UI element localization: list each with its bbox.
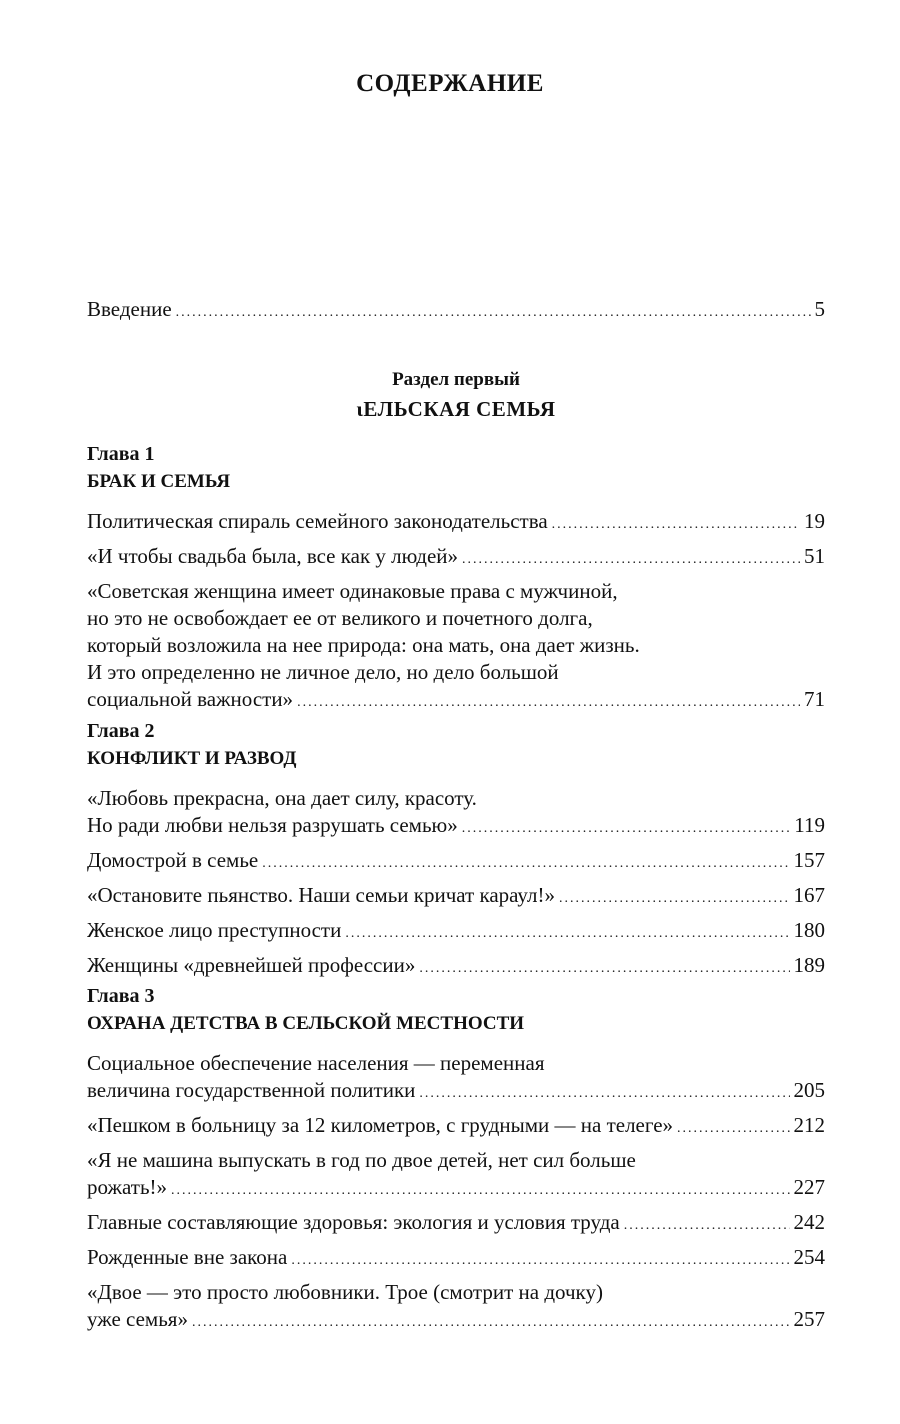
page-number: 242 <box>793 1210 825 1234</box>
page-number: 19 <box>804 509 825 533</box>
entry-text: «И чтобы свадьба была, все как у людей» <box>87 544 459 568</box>
toc-entry <box>87 1209 825 1239</box>
entry-text: Главные составляющие здоровья: экология и условия труда <box>87 1210 620 1234</box>
entry-text: уже семья» <box>87 1307 188 1331</box>
page-number: 180 <box>793 918 825 942</box>
toc-entry <box>87 508 825 538</box>
dot-leader <box>262 850 789 877</box>
dot-leader <box>462 546 800 573</box>
dot-leader <box>192 1309 790 1336</box>
dot-leader <box>552 511 800 538</box>
entry-text: социальной важности» <box>87 687 294 711</box>
entry-text: Женское лицо преступности <box>87 918 342 942</box>
chapter-title: КОНФЛИКТ И РАЗВОД <box>87 748 297 769</box>
dot-leader <box>559 885 790 912</box>
dot-leader <box>176 299 811 326</box>
entry-text: Домострой в семье <box>87 848 259 872</box>
toc-entry <box>87 578 825 716</box>
entry-text: «Я не машина выпускать в год по двое детей, нет сил больше <box>87 1148 636 1172</box>
dot-leader <box>291 1247 789 1274</box>
page-number: 51 <box>804 544 825 568</box>
toc-entry <box>87 785 825 842</box>
entry-text: «Двое — это просто любовники. Трое (смотрит на дочку) <box>87 1280 603 1304</box>
toc-entry <box>87 917 825 947</box>
page-number: 119 <box>794 813 825 837</box>
chapter-1 <box>87 441 825 721</box>
dot-leader <box>171 1177 789 1204</box>
page-number: 5 <box>814 297 825 321</box>
dot-leader <box>419 955 789 982</box>
entry-text: И это определенно не личное дело, но дело большой <box>87 660 559 684</box>
page-number: 157 <box>793 848 825 872</box>
dot-leader <box>624 1212 790 1239</box>
dot-leader <box>677 1115 789 1142</box>
page-number: 212 <box>793 1113 825 1137</box>
toc-entry <box>87 952 825 982</box>
entry-text: но это не освобождает ее от великого и почетного долга, <box>87 606 593 630</box>
chapter-label: Глава 3 <box>87 985 155 1007</box>
toc-entry <box>87 543 825 573</box>
page-number: 167 <box>793 883 825 907</box>
entry-text: «Любовь прекрасна, она дает силу, красоту. <box>87 786 477 810</box>
chapter-2 <box>87 718 825 987</box>
chapter-label: Глава 2 <box>87 720 155 742</box>
dot-leader <box>462 815 791 842</box>
page-title: СОДЕРЖАНИЕ <box>356 70 544 97</box>
page-number: 254 <box>793 1245 825 1269</box>
section-label: Раздел первый <box>392 369 520 390</box>
page-number: 189 <box>793 953 825 977</box>
toc-entry <box>87 1112 825 1142</box>
toc-entry <box>87 847 825 877</box>
page-number: 257 <box>793 1307 825 1331</box>
toc-entry <box>87 1244 825 1274</box>
chapter-3 <box>87 983 825 1341</box>
page-number: 205 <box>793 1078 825 1102</box>
section-name: ιЕЛЬСКАЯ СЕМЬЯ <box>356 397 556 421</box>
chapter-title: БРАК И СЕМЬЯ <box>87 471 231 492</box>
dot-leader <box>345 920 789 947</box>
toc-entry <box>87 1147 825 1204</box>
chapter-title: ОХРАНА ДЕТСТВА В СЕЛЬСКОЙ МЕСТНОСТИ <box>87 1013 525 1034</box>
page-number: 71 <box>804 687 825 711</box>
entry-text: Женщины «древнейшей профессии» <box>87 953 416 977</box>
entry-text: Политическая спираль семейного законодательства <box>87 509 548 533</box>
section-heading <box>87 366 825 424</box>
entry-text: рожать!» <box>87 1175 168 1199</box>
entry-text: «Советская женщина имеет одинаковые права с мужчиной, <box>87 579 618 603</box>
intro-entry <box>87 296 825 326</box>
toc-entry <box>87 1050 825 1107</box>
toc-entry <box>87 1279 825 1336</box>
entry-text: Рожденные вне закона <box>87 1245 288 1269</box>
entry-text: который возложила на нее природа: она мать, она дает жизнь. <box>87 633 640 657</box>
entry-text: Но ради любви нельзя разрушать семью» <box>87 813 458 837</box>
toc-entry <box>87 882 825 912</box>
dot-leader <box>419 1080 789 1107</box>
chapter-label: Глава 1 <box>87 443 155 465</box>
entry-text: Социальное обеспечение населения — переменная <box>87 1051 545 1075</box>
entry-text: «Остановите пьянство. Наши семьи кричат караул!» <box>87 883 555 907</box>
entry-text: Введение <box>87 297 172 321</box>
dot-leader <box>297 689 800 716</box>
page-number: 227 <box>793 1175 825 1199</box>
entry-text: величина государственной политики <box>87 1078 416 1102</box>
entry-text: «Пешком в больницу за 12 километров, с грудными — на телеге» <box>87 1113 674 1137</box>
